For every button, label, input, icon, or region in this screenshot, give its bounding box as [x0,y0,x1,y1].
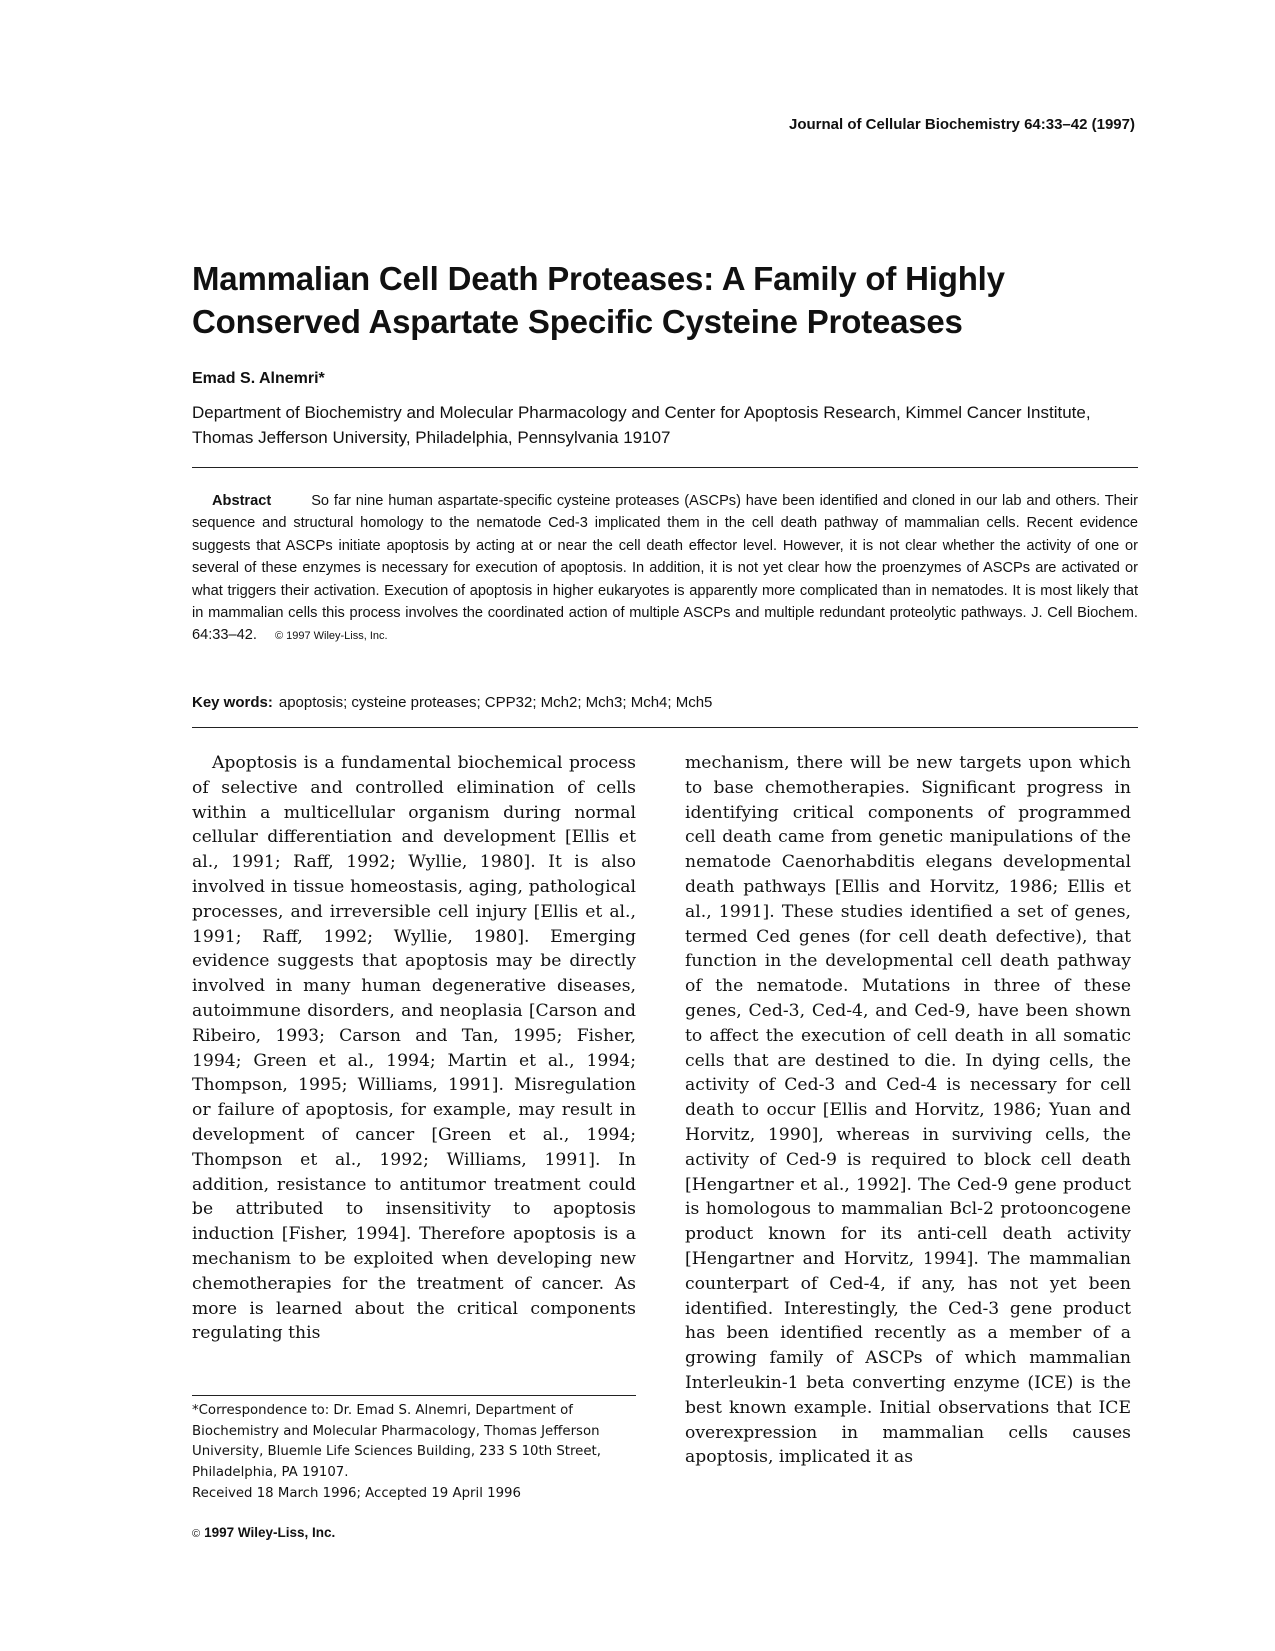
keywords-label: Key words: [192,694,273,711]
article-title: Mammalian Cell Death Proteases: A Family of Highly Conserved Aspartate Specific Cysteine Proteases [192,260,1005,340]
journal-citation: Journal of Cellular Biochemistry 64:33–42 (1997) [789,116,1135,133]
keywords [192,694,712,711]
abstract [192,490,1138,648]
copyright-symbol: © [192,1528,201,1540]
body-column-left: Apoptosis is a fundamental biochemical process of selective and controlled elimination of cells within a multicellular organism during normal cellular differentiation and development [Ellis et al., 1991; Raff, 1992; Wyllie, 1980]. It is also involved in tissue homeostasis, aging, pathological processes, and irreversible cell injury [Ellis et al., 1991; Raff, 1992; Wyllie, 1980]. Emerging evidence suggests that apoptosis may be directly involved in many human degenerative diseases, autoimmune disorders, and neoplasia [Carson and Ribeiro, 1993; Carson and Tan, 1995; Fisher, 1994; Green et al., 1994; Martin et al., 1994; Thompson, 1995; Williams, 1991]. Misregulation or failure of apoptosis, for example, may result in development of cancer [Green et al., 1994; Thompson et al., 1992; Williams, 1991]. In addition, resistance to antitumor treatment could be attributed to insensitivity to apoptosis induction [Fisher, 1994]. Therefore apoptosis is a mechanism to be exploited when developing new chemotherapies for the treatment of cancer. As more is learned about the critical components regulating this [192,753,636,1344]
author-affiliation: Department of Biochemistry and Molecular Pharmacology and Center for Apoptosis Research, Kimmel Cancer Institute, Thomas Jefferson University, Philadelphia, Pennsylvania 19107 [192,403,1091,447]
abstract-bottom-divider [192,727,1138,728]
abstract-text: So far nine human aspartate-specific cysteine proteases (ASCPs) have been identified and cloned in our lab and others. Their sequence and structural homology to the nematode Ced-3 implicated them in the cell death pathway of mammalian cells. Recent evidence suggests that ASCPs initiate apoptosis by acting at or near the cell death effector level. However, it is not clear whether the activity of one or several of these enzymes is necessary for execution of apoptosis. In addition, it is not yet clear how the proenzymes of ASCPs are activated or what triggers their activation. Execution of apoptosis in higher eukaryotes is apparently more complicated than in nematodes. It is most likely that in mammalian cells this process involves the coordinated action of multiple ASCPs and multiple redundant proteolytic pathways. J. Cell Biochem. 64:33–42. [192,493,1138,644]
abstract-label: Abstract [212,493,272,509]
received-dates: Received 18 March 1996; Accepted 19 April 1996 [192,1486,521,1501]
footnote-divider [192,1395,636,1396]
abstract-copyright: © 1997 Wiley-Liss, Inc. [274,630,388,643]
copyright-text: 1997 Wiley-Liss, Inc. [204,1525,336,1540]
top-divider [192,467,1138,468]
author-name: Emad S. Alnemri* [192,370,325,387]
body-column-right: mechanism, there will be new targets upon which to base chemotherapies. Significant progress in identifying critical components of programmed cell death came from genetic manipulations of the nematode Caenorhabditis elegans developmental death pathways [Ellis and Horvitz, 1986; Ellis et al., 1991]. These studies identified a set of genes, termed Ced genes (for cell death defective), that function in the developmental cell death pathway of the nematode. Mutations in three of these genes, Ced-3, Ced-4, and Ced-9, have been shown to affect the execution of cell death in all somatic cells that are destined to die. In dying cells, the activity of Ced-3 and Ced-4 is necessary for cell death to occur [Ellis and Horvitz, 1986; Yuan and Horvitz, 1990], whereas in surviving cells, the activity of Ced-9 is required to block cell death [Hengartner et al., 1992]. The Ced-9 gene product is homologous to mammalian Bcl-2 protooncogene product known for its anti-cell death activity [Hengartner and Horvitz, 1994]. The mammalian counterpart of Ced-4, if any, has not yet been identified. Interestingly, the Ced-3 gene product has been identified recently as a member of a growing family of ASCPs of which mammalian Interleukin-1 beta converting enzyme (ICE) is the best known example. Initial observations that ICE overexpression in mammalian cells causes apoptosis, implicated it as [685,753,1131,1468]
correspondence-footnote: *Correspondence to: Dr. Emad S. Alnemri, Department of Biochemistry and Molecular Pharmacology, Thomas Jefferson University, Bluemle Life Sciences Building, 233 S 10th Street, Philadelphia, PA 19107. [192,1403,601,1480]
keywords-text: apoptosis; cysteine proteases; CPP32; Mch2; Mch3; Mch4; Mch5 [278,694,713,711]
footer-copyright [192,1525,335,1540]
